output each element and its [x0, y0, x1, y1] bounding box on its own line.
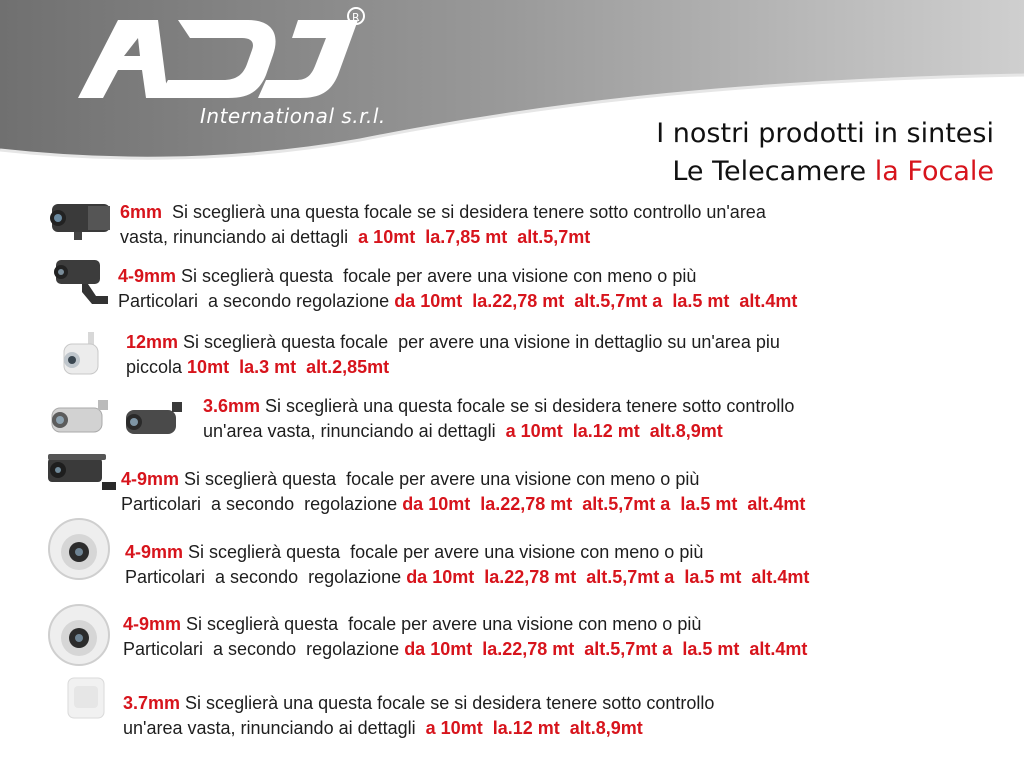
- bullet-camera-white-icon: [58, 330, 104, 384]
- lens-label: 3.6mm: [203, 396, 261, 416]
- description-line-1: Si sceglierà una questa focale se si desidera tenere sotto controllo un'area: [162, 202, 766, 222]
- description-line-1: Si sceglierà questa focale per avere una visione con meno o più: [176, 266, 697, 286]
- description-line-2: Particolari a secondo regolazione: [118, 291, 390, 311]
- spec-values: da 10mt la.22,78 mt alt.5,7mt a la.5 mt alt.4mt: [404, 639, 808, 659]
- lens-label: 4-9mm: [121, 469, 180, 489]
- lens-label: 4-9mm: [118, 266, 177, 286]
- description-line-2: un'area vasta, rinunciando ai dettagli: [203, 421, 496, 441]
- bullet-camera-dark-icon: [48, 196, 114, 242]
- description-line-2: piccola: [126, 357, 183, 377]
- bullet-camera-pair-icon: [48, 398, 198, 444]
- description-line-2: vasta, rinunciando ai dettagli: [120, 227, 349, 247]
- mini-camera-icon: [62, 676, 112, 720]
- spec-values: a 10mt la.12 mt alt.8,9mt: [505, 421, 723, 441]
- lens-label: 12mm: [126, 332, 179, 352]
- description-line-1: Si sceglierà questa focale per avere una visione con meno o più: [179, 469, 700, 489]
- company-subtitle: International s.r.l.: [200, 104, 386, 128]
- product-row-4-9mm: [123, 612, 807, 662]
- product-row-3-6mm: [203, 394, 794, 444]
- lens-label: 4-9mm: [125, 542, 184, 562]
- product-row-4-9mm: [121, 467, 805, 517]
- product-row-4-9mm: [125, 540, 809, 590]
- description-line-1: Si sceglierà questa focale per avere una visione con meno o più: [181, 614, 702, 634]
- spec-values: da 10mt la.22,78 mt alt.5,7mt a la.5 mt alt.4mt: [402, 494, 806, 514]
- spec-values: a 10mt la.7,85 mt alt.5,7mt: [358, 227, 591, 247]
- spec-values: a 10mt la.12 mt alt.8,9mt: [425, 718, 643, 738]
- dome-camera-icon: [46, 602, 112, 668]
- page-title: [656, 115, 994, 191]
- lens-label: 3.7mm: [123, 693, 181, 713]
- spec-values: 10mt la.3 mt alt.2,85mt: [187, 357, 390, 377]
- product-row-6mm: [120, 200, 766, 250]
- spec-values: da 10mt la.22,78 mt alt.5,7mt a la.5 mt alt.4mt: [406, 567, 810, 587]
- box-camera-icon: [46, 452, 118, 492]
- description-line-2: Particolari a secondo regolazione: [125, 567, 402, 587]
- title-accent: la Focale: [874, 156, 994, 187]
- title-prefix: Le Telecamere: [672, 156, 867, 187]
- description-line-1: Si sceglierà una questa focale se si desidera tenere sotto controllo: [260, 396, 795, 416]
- lens-label: 4-9mm: [123, 614, 182, 634]
- svg-text:R: R: [352, 11, 360, 24]
- description-line-2: Particolari a secondo regolazione: [123, 639, 400, 659]
- description-line-1: Si sceglierà questa focale per avere una visione in dettaglio su un'area piu: [178, 332, 780, 352]
- product-row-12mm: [126, 330, 780, 380]
- title-line-2: [656, 153, 994, 191]
- description-line-2: Particolari a secondo regolazione: [121, 494, 398, 514]
- dome-camera-icon: [46, 516, 112, 582]
- product-row-4-9mm: [118, 264, 797, 314]
- description-line-1: Si sceglierà questa focale per avere una visione con meno o più: [183, 542, 704, 562]
- spec-values: da 10mt la.22,78 mt alt.5,7mt a la.5 mt alt.4mt: [394, 291, 798, 311]
- description-line-2: un'area vasta, rinunciando ai dettagli: [123, 718, 416, 738]
- product-row-3-7mm: [123, 691, 714, 741]
- lens-label: 6mm: [120, 202, 163, 222]
- bullet-camera-bracket-icon: [52, 256, 112, 308]
- description-line-1: Si sceglierà una questa focale se si desidera tenere sotto controllo: [180, 693, 715, 713]
- title-line-1: I nostri prodotti in sintesi: [656, 118, 994, 149]
